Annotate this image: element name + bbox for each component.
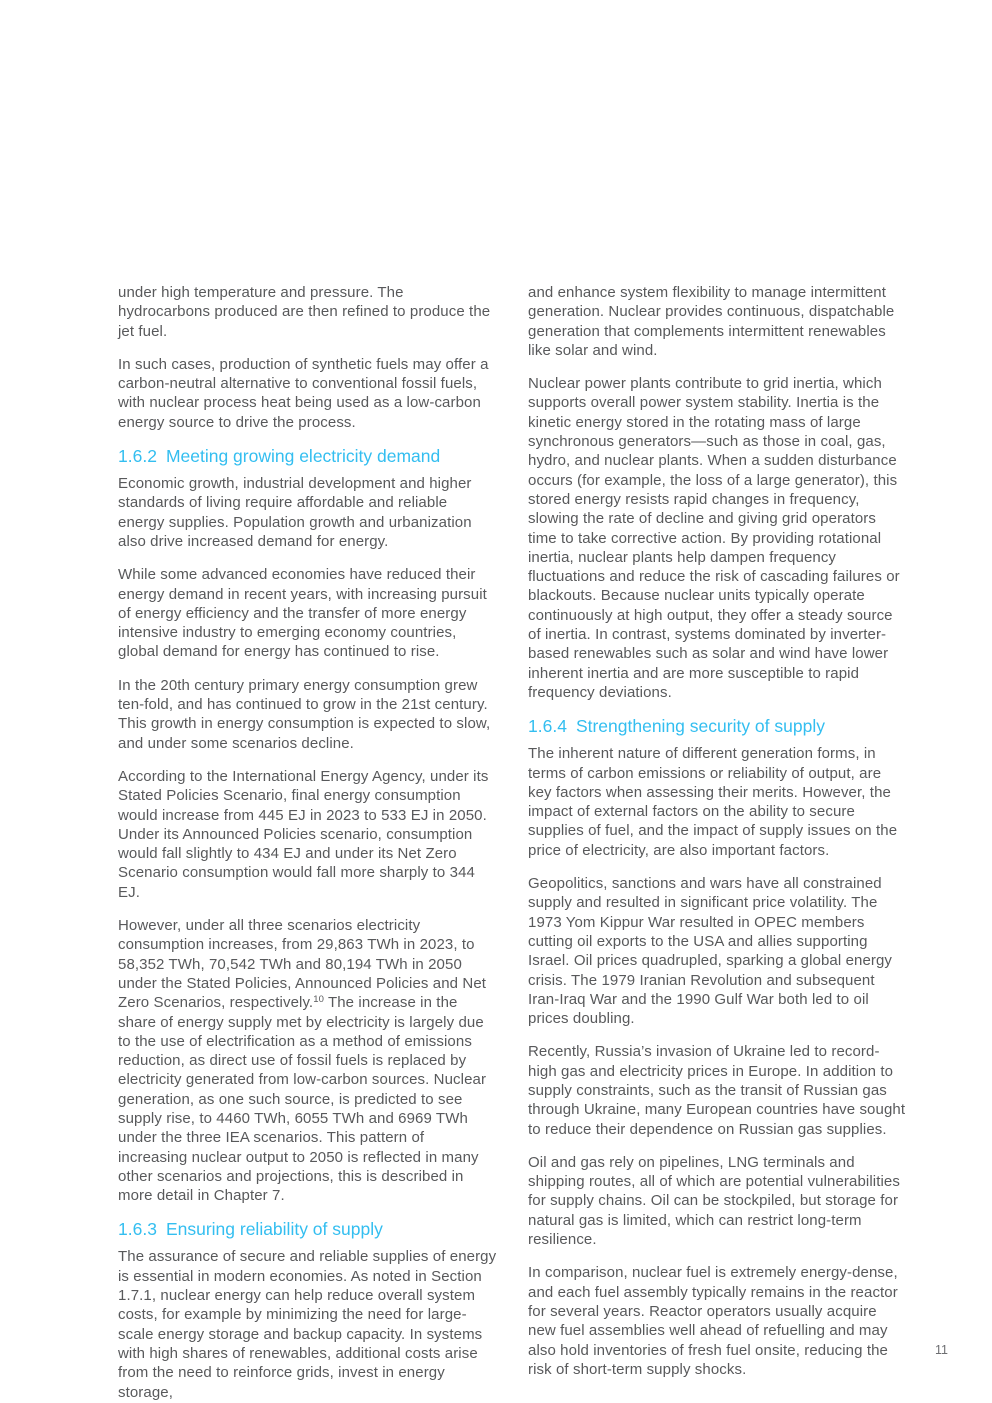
paragraph-text: The increase in the share of energy supply met by electricity is largely due to the use of electrification as a method of emissions reduction, as direct use of fossil fuels is replaced by electricity generated from low-carbon sources. Nuclear generation, as one such source, is predicted to see supply rise, to 4460 TWh, 6055 TWh and 6969 TWh under the three IEA scenarios. This pattern of increasing nuclear output to 2050 is reflected in many other scenarios and projections, this is described in more detail in Chapter 7.	[118, 994, 487, 1205]
left-column	[118, 283, 497, 1403]
paragraph: Oil and gas rely on pipelines, LNG terminals and shipping routes, all of which are potential vulnerabilities for supply chains. Oil can be stockpiled, but storage for natural gas is limited, which can restrict long-term resilience.	[528, 1153, 900, 1249]
page-number: 11	[935, 1343, 948, 1357]
section-heading-1-6-3	[118, 1219, 497, 1240]
heading-title: Strengthening security of supply	[575, 716, 825, 737]
paragraph-text: However, under all three scenarios electricity consumption increases, from 29,863 TWh in 2023, to 58,352 TWh, 70,542 TWh and 80,194 TWh in 2050 under the Stated Policies, Announced Policies and Net Zero Scenarios, respectively.	[118, 917, 487, 1012]
paragraph: In the 20th century primary energy consumption grew ten-fold, and has continued to grow in the 21st century. This growth in energy consumption is expected to slow, and under some scenarios decline.	[118, 676, 491, 752]
footnote-marker: 10	[313, 994, 324, 1006]
paragraph: Recently, Russia’s invasion of Ukraine led to record-high gas and electricity prices in Europe. In addition to supply constraints, such as the transit of Russian gas through Ukraine, many European countries have sought to reduce their dependence on Russian gas supplies.	[528, 1043, 906, 1138]
paragraph: under high temperature and pressure. The hydrocarbons produced are then refined to produce the jet fuel.	[118, 284, 491, 340]
heading-number: 1.6.4	[528, 716, 567, 737]
section-heading-1-6-2	[118, 446, 497, 467]
right-column	[528, 283, 907, 1403]
paragraph-with-footnote	[118, 916, 497, 1205]
paragraph: The inherent nature of different generation forms, in terms of carbon emissions or reliability of output, are key factors when assessing their merits. However, the impact of external factors on the ability to secure supplies of fuel, and the impact of supply issues on the price of electricity, are also important factors.	[528, 745, 898, 859]
page-body	[118, 283, 908, 1403]
paragraph: Nuclear power plants contribute to grid inertia, which supports overall power system stability. Inertia is the kinetic energy stored in the rotating mass of large synchronous generators—such as those in coal, gas, hydro, and nuclear plants. When a sudden disturbance occurs (for example, the loss of a large generator), this stored energy resists rapid changes in frequency, slowing the rate of decline and giving grid operators time to take corrective action. By providing rotational inertia, nuclear plants help dampen frequency fluctuations and reduce the risk of cascading failures or blackouts. Because nuclear units typically operate continuously at high output, they offer a steady source of inertia. In contrast, systems dominated by inverter-based renewables such as solar and wind have lower inherent inertia and are more susceptible to rapid frequency deviations.	[528, 375, 900, 701]
paragraph: The assurance of secure and reliable supplies of energy is essential in modern economies. As noted in Section 1.7.1, nuclear energy can help reduce overall system costs, for example by minimizing the need for large-scale energy storage and backup capacity. In systems with high shares of renewables, additional costs arise from the need to reinforce grids, invest in energy storage,	[118, 1248, 497, 1401]
paragraph: In such cases, production of synthetic fuels may offer a carbon-neutral alternative to conventional fossil fuels, with nuclear process heat being used as a low-carbon energy source to drive the process.	[118, 355, 489, 431]
heading-title: Ensuring reliability of supply	[165, 1219, 383, 1240]
paragraph: and enhance system flexibility to manage intermittent generation. Nuclear provides continuous, dispatchable generation that complements intermittent renewables like solar and wind.	[528, 284, 895, 359]
heading-number: 1.6.3	[118, 1219, 157, 1240]
heading-number: 1.6.2	[118, 446, 157, 467]
paragraph: Geopolitics, sanctions and wars have all constrained supply and resulted in significant price volatility. The 1973 Yom Kippur War resulted in OPEC members cutting oil exports to the USA and allies supporting Israel. Oil prices quadrupled, sparking a global energy crisis. The 1979 Iranian Revolution and subsequent Iran-Iraq War and the 1990 Gulf War both led to oil prices doubling.	[528, 875, 893, 1028]
paragraph: While some advanced economies have reduced their energy demand in recent years, with increasing pursuit of energy efficiency and the transfer of more energy intensive industry to emerging economy countries, global demand for energy has continued to rise.	[118, 566, 487, 661]
paragraph: According to the International Energy Agency, under its Stated Policies Scenario, final energy consumption would increase from 445 EJ in 2023 to 533 EJ in 2050. Under its Announced Policies scenario, consumption would fall slightly to 434 EJ and under its Net Zero Scenario consumption would fall more sharply to 344 EJ.	[118, 767, 489, 901]
paragraph: In comparison, nuclear fuel is extremely energy-dense, and each fuel assembly typically remains in the reactor for several years. Reactor operators usually acquire new fuel assemblies well ahead of refuelling and may also hold inventories of fresh fuel onsite, reducing the risk of short-term supply shocks.	[528, 1264, 898, 1378]
heading-title: Meeting growing electricity demand	[165, 446, 441, 467]
paragraph: Economic growth, industrial development and higher standards of living require affordable and reliable energy supplies. Population growth and urbanization also drive increased demand for energy.	[118, 475, 472, 550]
section-heading-1-6-4	[528, 716, 907, 737]
